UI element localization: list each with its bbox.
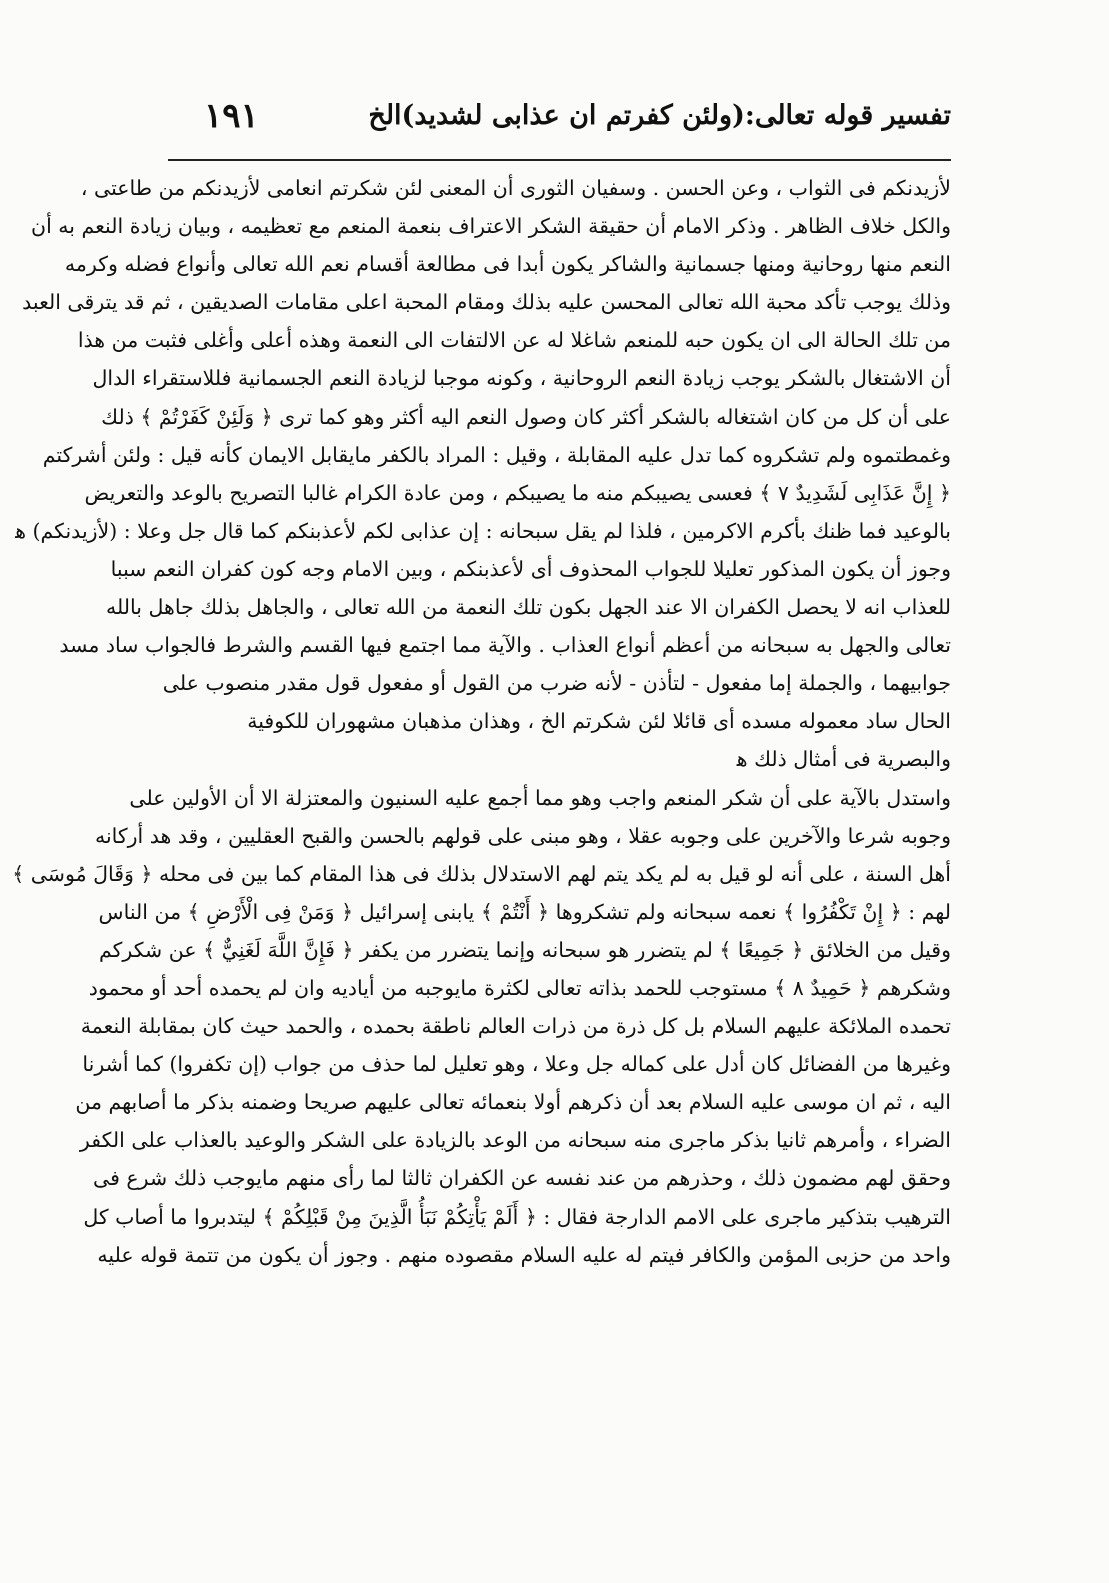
text-line: أهل السنة ، على أنه لو قيل به لم يكد يتم لهم الاستدلال بذلك فى هذا المقام كما بين فى محله ﴿ وَقَالَ مُوسَى ﴾ — [12, 861, 951, 886]
text-line: النعم منها روحانية ومنها جسمانية والشاكر يكون أبدا فى مطالعة أقسام نعم الله تعالى وأنواع فضله وكرمه — [64, 252, 951, 277]
text-line: لهم : ﴿ إِنْ تَكْفُرُوا ﴾ نعمه سبحانه ولم تشكروها ﴿ أَنْتُمْ ﴾ يابنى إسرائيل ﴿ وَمَنْ فِى الْأَرْضِ ﴾ من الناس — [98, 899, 951, 924]
text-line: اليه ، ثم ان موسى عليه السلام بعد أن ذكرهم أولا بنعمائه تعالى عليهم صريحا وضمنه بذكر ما أصابهم من — [75, 1090, 951, 1115]
header-rule — [168, 159, 951, 161]
text-line: وغمطتموه ولم تشكروه كما تدل عليه المقابلة ، وقيل : المراد بالكفر مايقابل الايمان كأنه قيل : ولئن أشركتم — [42, 442, 951, 467]
text-line: أن الاشتغال بالشكر يوجب زيادة النعم الروحانية ، وكونه موجبا لزيادة النعم الجسمانية فللاستقراء الدال — [92, 366, 951, 391]
text-line: وجوبه شرعا والآخرين على وجوبه عقلا ، وهو مبنى على قولهم بالحسن والقبح العقليين ، وقد هد أركانه — [94, 823, 951, 848]
body-text — [12, 169, 951, 1274]
text-line: لأزيدنكم فى الثواب ، وعن الحسن . وسفيان الثورى أن المعنى لئن شكرتم انعامى لأزيدنكم من طاعتى ، — [80, 176, 951, 200]
text-line: وذلك يوجب تأكد محبة الله تعالى المحسن عليه بذلك ومقام المحبة اعلى مقامات الصديقين ، ثم قد يترقى العبد — [22, 290, 951, 315]
text-line: وحقق لهم مضمون ذلك ، وحذرهم من عند نفسه عن الكفران ثالثا لما رأى منهم مايوجب ذلك شرع فى — [93, 1166, 951, 1191]
text-line: وقيل من الخلائق ﴿ جَمِيعًا ﴾ لم يتضرر هو سبحانه وإنما يتضرر من يكفر ﴿ فَإِنَّ اللَّهَ لَغَنِيٌّ ﴾ عن شكركم — [99, 937, 951, 962]
text-line: وجوز أن يكون المذكور تعليلا للجواب المحذوف أى لأعذبنكم ، وبين الامام وجه كون كفران النعم سببا — [110, 556, 951, 581]
text-line: تحمده الملائكة عليهم السلام بل كل ذرة من ذرات العالم ناطقة بحمده ، والحمد حيث كان بمقابلة النعمة — [80, 1014, 951, 1039]
text-line: الضراء ، وأمرهم ثانيا بذكر ماجرى منه سبحانه من الوعد بالزيادة على الشكر والوعيد بالعذاب على الكفر — [79, 1128, 951, 1153]
text-line: جوابيهما ، والجملة إما مفعول - لتأذن - لأنه ضرب من القول أو مفعول قول مقدر منصوب على — [162, 671, 951, 696]
text-line: وغيرها من الفضائل كان أدل على كماله جل وعلا ، وهو تعليل لما حذف من جواب (إن تكفروا) كما أشرنا — [82, 1052, 951, 1077]
running-title: تفسير قوله تعالى:(ولئن كفرتم ان عذابى لشديد)الخ — [368, 100, 951, 131]
text-line: الحال ساد معموله مسده أى قائلا لئن شكرتم الخ ، وهذان مذهبان مشهوران للكوفية — [247, 709, 951, 734]
text-line: والكل خلاف الظاهر . وذكر الامام أن حقيقة الشكر الاعتراف بنعمة المنعم مع تعظيمه ، وبيان زيادة النعم به أن — [31, 214, 951, 239]
text-line: للعذاب انه لا يحصل الكفران الا عند الجهل بكون تلك النعمة من الله تعالى ، والجاهل بذلك جاهل بالله — [106, 595, 951, 620]
text-line: تعالى والجهل به سبحانه من أعظم أنواع العذاب . والآية مما اجتمع فيها القسم والشرط فالجواب ساد مسد — [59, 633, 951, 658]
text-line: من تلك الحالة الى ان يكون حبه للمنعم شاغلا له عن الالتفات الى النعمة وهذه أعلى وأغلى فثبت من هذا — [77, 328, 951, 353]
text-line: وشكرهم ﴿ حَمِيدٌ ٨ ﴾ مستوجب للحمد بذاته تعالى لكثرة مايوجبه من أياديه وان لم يحمده أحد أو محمود — [88, 975, 951, 1000]
page-number: ١٩١ — [204, 96, 259, 136]
text-line: على أن كل من كان اشتغاله بالشكر أكثر كان وصول النعم اليه أكثر وهو كما ترى ﴿ وَلَئِنْ كَفَرْتُمْ ﴾ ذلك — [101, 404, 951, 429]
text-line: والبصرية فى أمثال ذلك ﻫ — [736, 747, 951, 772]
text-line: واستدل بالآية على أن شكر المنعم واجب وهو مما أجمع عليه السنيون والمعتزلة الا أن الأولين على — [129, 785, 951, 810]
text-line: واحد من حزبى المؤمن والكافر فيتم له عليه السلام مقصوده منهم . وجوز أن يكون من تتمة قوله عليه — [97, 1242, 951, 1267]
text-line: الترهيب بتذكير ماجرى على الامم الدارجة فقال : ﴿ أَلَمْ يَأْتِكُمْ نَبَأُ الَّذِينَ مِنْ قَبْلِكُمْ ﴾ ليتدبروا ما أصاب كل — [83, 1204, 951, 1229]
page-header — [168, 92, 951, 154]
text-line: بالوعيد فما ظنك بأكرم الاكرمين ، فلذا لم يقل سبحانه : إن عذابى لكم لأعذبنكم كما قال جل وعلا : (لأزيدنكم) ﻫ — [15, 518, 951, 543]
text-line: ﴿ إِنَّ عَذَابِى لَشَدِيدٌ ٧ ﴾ فعسى يصيبكم منه ما يصيبكم ، ومن عادة الكرام غالبا التصريح بالوعد والتعريض — [84, 480, 951, 505]
